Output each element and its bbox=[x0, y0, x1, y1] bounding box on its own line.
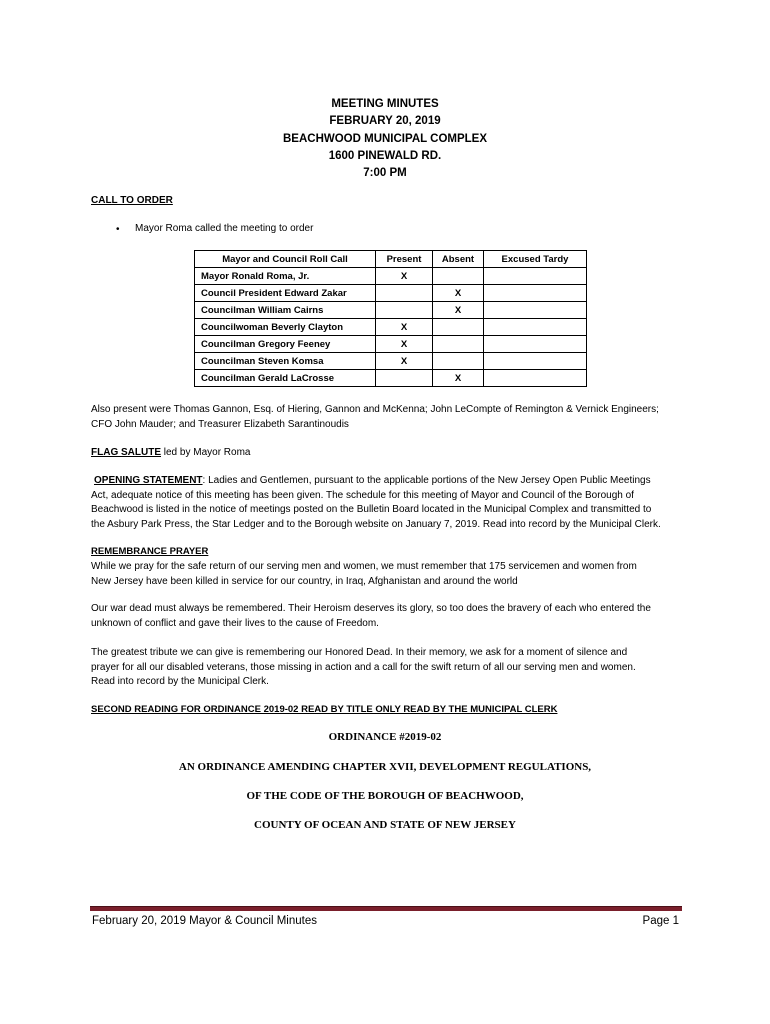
roll-call-name: Councilman Steven Komsa bbox=[195, 353, 376, 370]
table-row bbox=[195, 302, 587, 319]
roll-call-present: X bbox=[376, 336, 433, 353]
call-to-order-heading: CALL TO ORDER bbox=[91, 195, 173, 206]
remembrance-line: Our war dead must always be remembered. Their Heroism deserves its glory, so too does the bravery of each who entered the bbox=[91, 603, 651, 614]
remembrance-paragraph-3 bbox=[91, 646, 691, 690]
roll-call-name: Councilman Gerald LaCrosse bbox=[195, 370, 376, 387]
table-row bbox=[195, 353, 587, 370]
roll-call-name: Councilwoman Beverly Clayton bbox=[195, 319, 376, 336]
roll-call-name: Councilman Gregory Feeney bbox=[195, 336, 376, 353]
roll-call-present bbox=[376, 370, 433, 387]
remembrance-line: The greatest tribute we can give is remembering our Honored Dead. In their memory, we ask for a moment of silence and bbox=[91, 647, 628, 658]
remembrance-line: While we pray for the safe return of our serving men and women, we must remember that 175 servicemen and women from bbox=[91, 561, 637, 572]
remembrance-heading: REMEMBRANCE PRAYER bbox=[91, 546, 209, 557]
ordinance-number: ORDINANCE #2019-02 bbox=[328, 731, 442, 743]
roll-call-header-present: Present bbox=[376, 251, 433, 268]
call-to-order-item: Mayor Roma called the meeting to order bbox=[135, 223, 314, 234]
roll-call-present: X bbox=[376, 353, 433, 370]
roll-call-absent bbox=[433, 353, 484, 370]
roll-call-absent: X bbox=[433, 285, 484, 302]
ordinance-title-line-2: OF THE CODE OF THE BOROUGH OF BEACHWOOD, bbox=[246, 790, 524, 802]
roll-call-tardy bbox=[484, 370, 587, 387]
roll-call-absent: X bbox=[433, 370, 484, 387]
remembrance-paragraph-2 bbox=[91, 602, 691, 631]
flag-salute-text: led by Mayor Roma bbox=[161, 447, 251, 458]
roll-call-present: X bbox=[376, 268, 433, 285]
roll-call-present: X bbox=[376, 319, 433, 336]
remembrance-line: Read into record by the Municipal Clerk. bbox=[91, 676, 269, 687]
ordinance-title-line-1: AN ORDINANCE AMENDING CHAPTER XVII, DEVELOPMENT REGULATIONS, bbox=[178, 761, 592, 773]
second-reading-heading: SECOND READING FOR ORDINANCE 2019-02 READ BY TITLE ONLY READ BY THE MUNICIPAL CLERK bbox=[91, 704, 558, 715]
roll-call-present bbox=[376, 302, 433, 319]
opening-statement-line: the Asbury Park Press, the Star Ledger and to the Borough website on January 7, 2019. Read into record by the Municipal Clerk. bbox=[91, 518, 661, 530]
roll-call-present bbox=[376, 285, 433, 302]
roll-call-header-absent: Absent bbox=[433, 251, 484, 268]
roll-call-name: Council President Edward Zakar bbox=[195, 285, 376, 302]
title-line-5: 7:00 PM bbox=[363, 167, 407, 180]
title-line-1: MEETING MINUTES bbox=[331, 98, 439, 110]
remembrance-paragraph-1 bbox=[91, 560, 691, 589]
opening-statement-label: OPENING STATEMENT bbox=[94, 475, 203, 486]
also-present-line: Also present were Thomas Gannon, Esq. of Hiering, Gannon and McKenna; John LeCompte of Remington & Vernick Engineers; bbox=[91, 404, 659, 415]
footer-divider bbox=[90, 906, 682, 911]
document-title bbox=[0, 96, 770, 182]
roll-call-header-row bbox=[195, 251, 587, 268]
roll-call-name: Councilman William Cairns bbox=[195, 302, 376, 319]
title-line-3: BEACHWOOD MUNICIPAL COMPLEX bbox=[282, 132, 488, 145]
remembrance-line: prayer for all our disabled veterans, those missing in action and a call for the swift return of all our serving men and women. bbox=[91, 661, 636, 673]
table-row bbox=[195, 285, 587, 302]
roll-call-absent bbox=[433, 336, 484, 353]
bullet-icon: • bbox=[116, 224, 120, 235]
opening-statement bbox=[91, 474, 691, 532]
also-present-line: CFO John Mauder; and Treasurer Elizabeth Sarantinoudis bbox=[91, 418, 349, 430]
roll-call-tardy bbox=[484, 302, 587, 319]
roll-call-tardy bbox=[484, 268, 587, 285]
table-row bbox=[195, 268, 587, 285]
opening-statement-line: : Ladies and Gentlemen, pursuant to the applicable portions of the New Jersey Open Public Meetings bbox=[202, 475, 651, 486]
footer-page-number: Page 1 bbox=[642, 915, 679, 927]
remembrance-line: unknown of conflict and gave their lives to the cause of Freedom. bbox=[91, 617, 379, 629]
ordinance-title-line-3: COUNTY OF OCEAN AND STATE OF NEW JERSEY bbox=[254, 819, 516, 831]
roll-call-tardy bbox=[484, 285, 587, 302]
opening-statement-line: Beachwood is listed in the notice of meetings posted on the Bulletin Board located in the Municipal Complex and transmitted to bbox=[91, 504, 652, 515]
opening-statement-line: Act, adequate notice of this meeting has been given. The schedule for this meeting of Mayor and Council of the Borough of bbox=[91, 489, 634, 501]
table-row bbox=[195, 370, 587, 387]
title-line-2: FEBRUARY 20, 2019 bbox=[329, 115, 441, 128]
roll-call-tardy bbox=[484, 353, 587, 370]
roll-call-header-name: Mayor and Council Roll Call bbox=[195, 251, 376, 268]
roll-call-tardy bbox=[484, 319, 587, 336]
roll-call-absent bbox=[433, 268, 484, 285]
roll-call-table bbox=[194, 250, 587, 387]
roll-call-tardy bbox=[484, 336, 587, 353]
table-row bbox=[195, 336, 587, 353]
roll-call-absent bbox=[433, 319, 484, 336]
flag-salute bbox=[91, 446, 250, 461]
remembrance-line: New Jersey have been killed in service for our country, in Iraq, Afghanistan and around the world bbox=[91, 575, 518, 587]
roll-call-absent: X bbox=[433, 302, 484, 319]
table-row bbox=[195, 319, 587, 336]
roll-call-name: Mayor Ronald Roma, Jr. bbox=[195, 268, 376, 285]
title-line-4: 1600 PINEWALD RD. bbox=[328, 149, 442, 162]
flag-salute-label: FLAG SALUTE bbox=[91, 447, 161, 458]
also-present-paragraph bbox=[91, 403, 691, 432]
roll-call-header-tardy: Excused Tardy bbox=[484, 251, 587, 268]
footer-title: February 20, 2019 Mayor & Council Minutes bbox=[92, 915, 317, 927]
